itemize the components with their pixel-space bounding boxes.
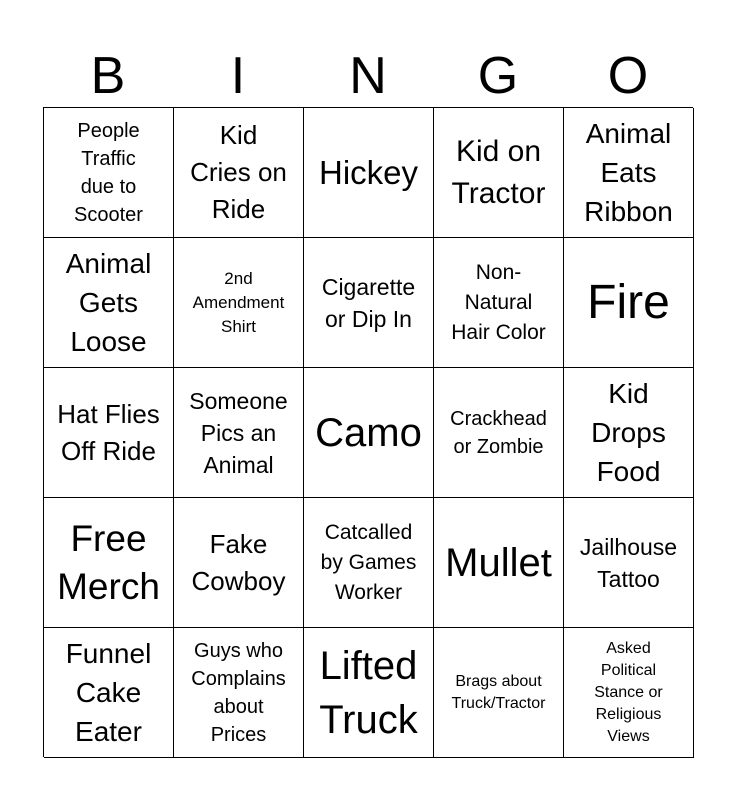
- bingo-cell-r5c2[interactable]: [174, 628, 304, 758]
- cell-text: Guys who Complains about Prices: [191, 639, 286, 746]
- bingo-cell-r2c3[interactable]: [304, 238, 434, 368]
- bingo-cell-r3c2[interactable]: [174, 368, 304, 498]
- bingo-cell-r3c1[interactable]: [44, 368, 174, 498]
- bingo-cell-r5c5[interactable]: [564, 628, 694, 758]
- bingo-cell-r4c1[interactable]: [44, 498, 174, 628]
- header-letter-n: N: [349, 47, 387, 105]
- bingo-cell-r3c5[interactable]: [564, 368, 694, 498]
- cell-text: Kid Cries on Ride: [190, 120, 287, 224]
- cell-text: Hickey: [318, 154, 419, 191]
- bingo-cell-r3c4[interactable]: [434, 368, 564, 498]
- bingo-cell-r4c4[interactable]: [434, 498, 564, 628]
- cell-text: Kid Drops Food: [591, 378, 666, 487]
- cell-text: Animal Gets Loose: [65, 248, 152, 357]
- bingo-cell-r1c2[interactable]: [174, 108, 304, 238]
- cell-text: Brags about Truck/Tractor: [451, 672, 546, 712]
- cell-text: Fake Cowboy: [191, 528, 286, 596]
- bingo-cell-r5c4[interactable]: [434, 628, 564, 758]
- cell-text: Someone Pics an Animal: [189, 387, 288, 478]
- cell-text: Lifted Truck: [319, 643, 418, 742]
- bingo-cell-r4c5[interactable]: [564, 498, 694, 628]
- cell-text: 2nd Amendment Shirt: [192, 268, 285, 336]
- header-letter-g: G: [477, 47, 519, 105]
- bingo-cell-r2c1[interactable]: [44, 238, 174, 368]
- bingo-cell-r1c4[interactable]: [434, 108, 564, 238]
- cell-text: Camo: [315, 410, 422, 455]
- bingo-grid: [43, 107, 693, 757]
- header-letter-b: B: [90, 47, 126, 105]
- cell-text: Kid on Tractor: [451, 134, 546, 210]
- bingo-cell-r1c3[interactable]: [304, 108, 434, 238]
- cell-text: Non- Natural Hair Color: [451, 260, 546, 344]
- cell-text: Catcalled by Games Worker: [320, 520, 417, 604]
- header-letter-i: I: [230, 47, 246, 105]
- cell-text: People Traffic due to Scooter: [74, 119, 143, 226]
- cell-text: Funnel Cake Eater: [65, 638, 152, 747]
- cell-text: Cigarette or Dip In: [321, 273, 416, 332]
- bingo-cell-r2c4[interactable]: [434, 238, 564, 368]
- bingo-cell-r1c5[interactable]: [564, 108, 694, 238]
- cell-text: Animal Eats Ribbon: [584, 118, 673, 227]
- bingo-cell-r5c3[interactable]: [304, 628, 434, 758]
- cell-text: Crackhead or Zombie: [450, 407, 547, 458]
- cell-text: Mullet: [445, 540, 552, 585]
- cell-text: Hat Flies Off Ride: [57, 398, 160, 466]
- cell-text: Free Merch: [57, 517, 160, 607]
- cell-text: Fire: [587, 275, 670, 329]
- cell-text: Asked Political Stance or Religious Views: [594, 639, 663, 745]
- bingo-cell-r3c3[interactable]: [304, 368, 434, 498]
- bingo-cell-r4c3[interactable]: [304, 498, 434, 628]
- cell-text: Jailhouse Tattoo: [579, 533, 678, 592]
- bingo-cell-r1c1[interactable]: [44, 108, 174, 238]
- bingo-cell-r2c2[interactable]: [174, 238, 304, 368]
- bingo-cell-r5c1[interactable]: [44, 628, 174, 758]
- bingo-cell-r4c2[interactable]: [174, 498, 304, 628]
- header-letter-o: O: [607, 47, 649, 105]
- bingo-header: [43, 44, 693, 108]
- bingo-cell-r2c5[interactable]: [564, 238, 694, 368]
